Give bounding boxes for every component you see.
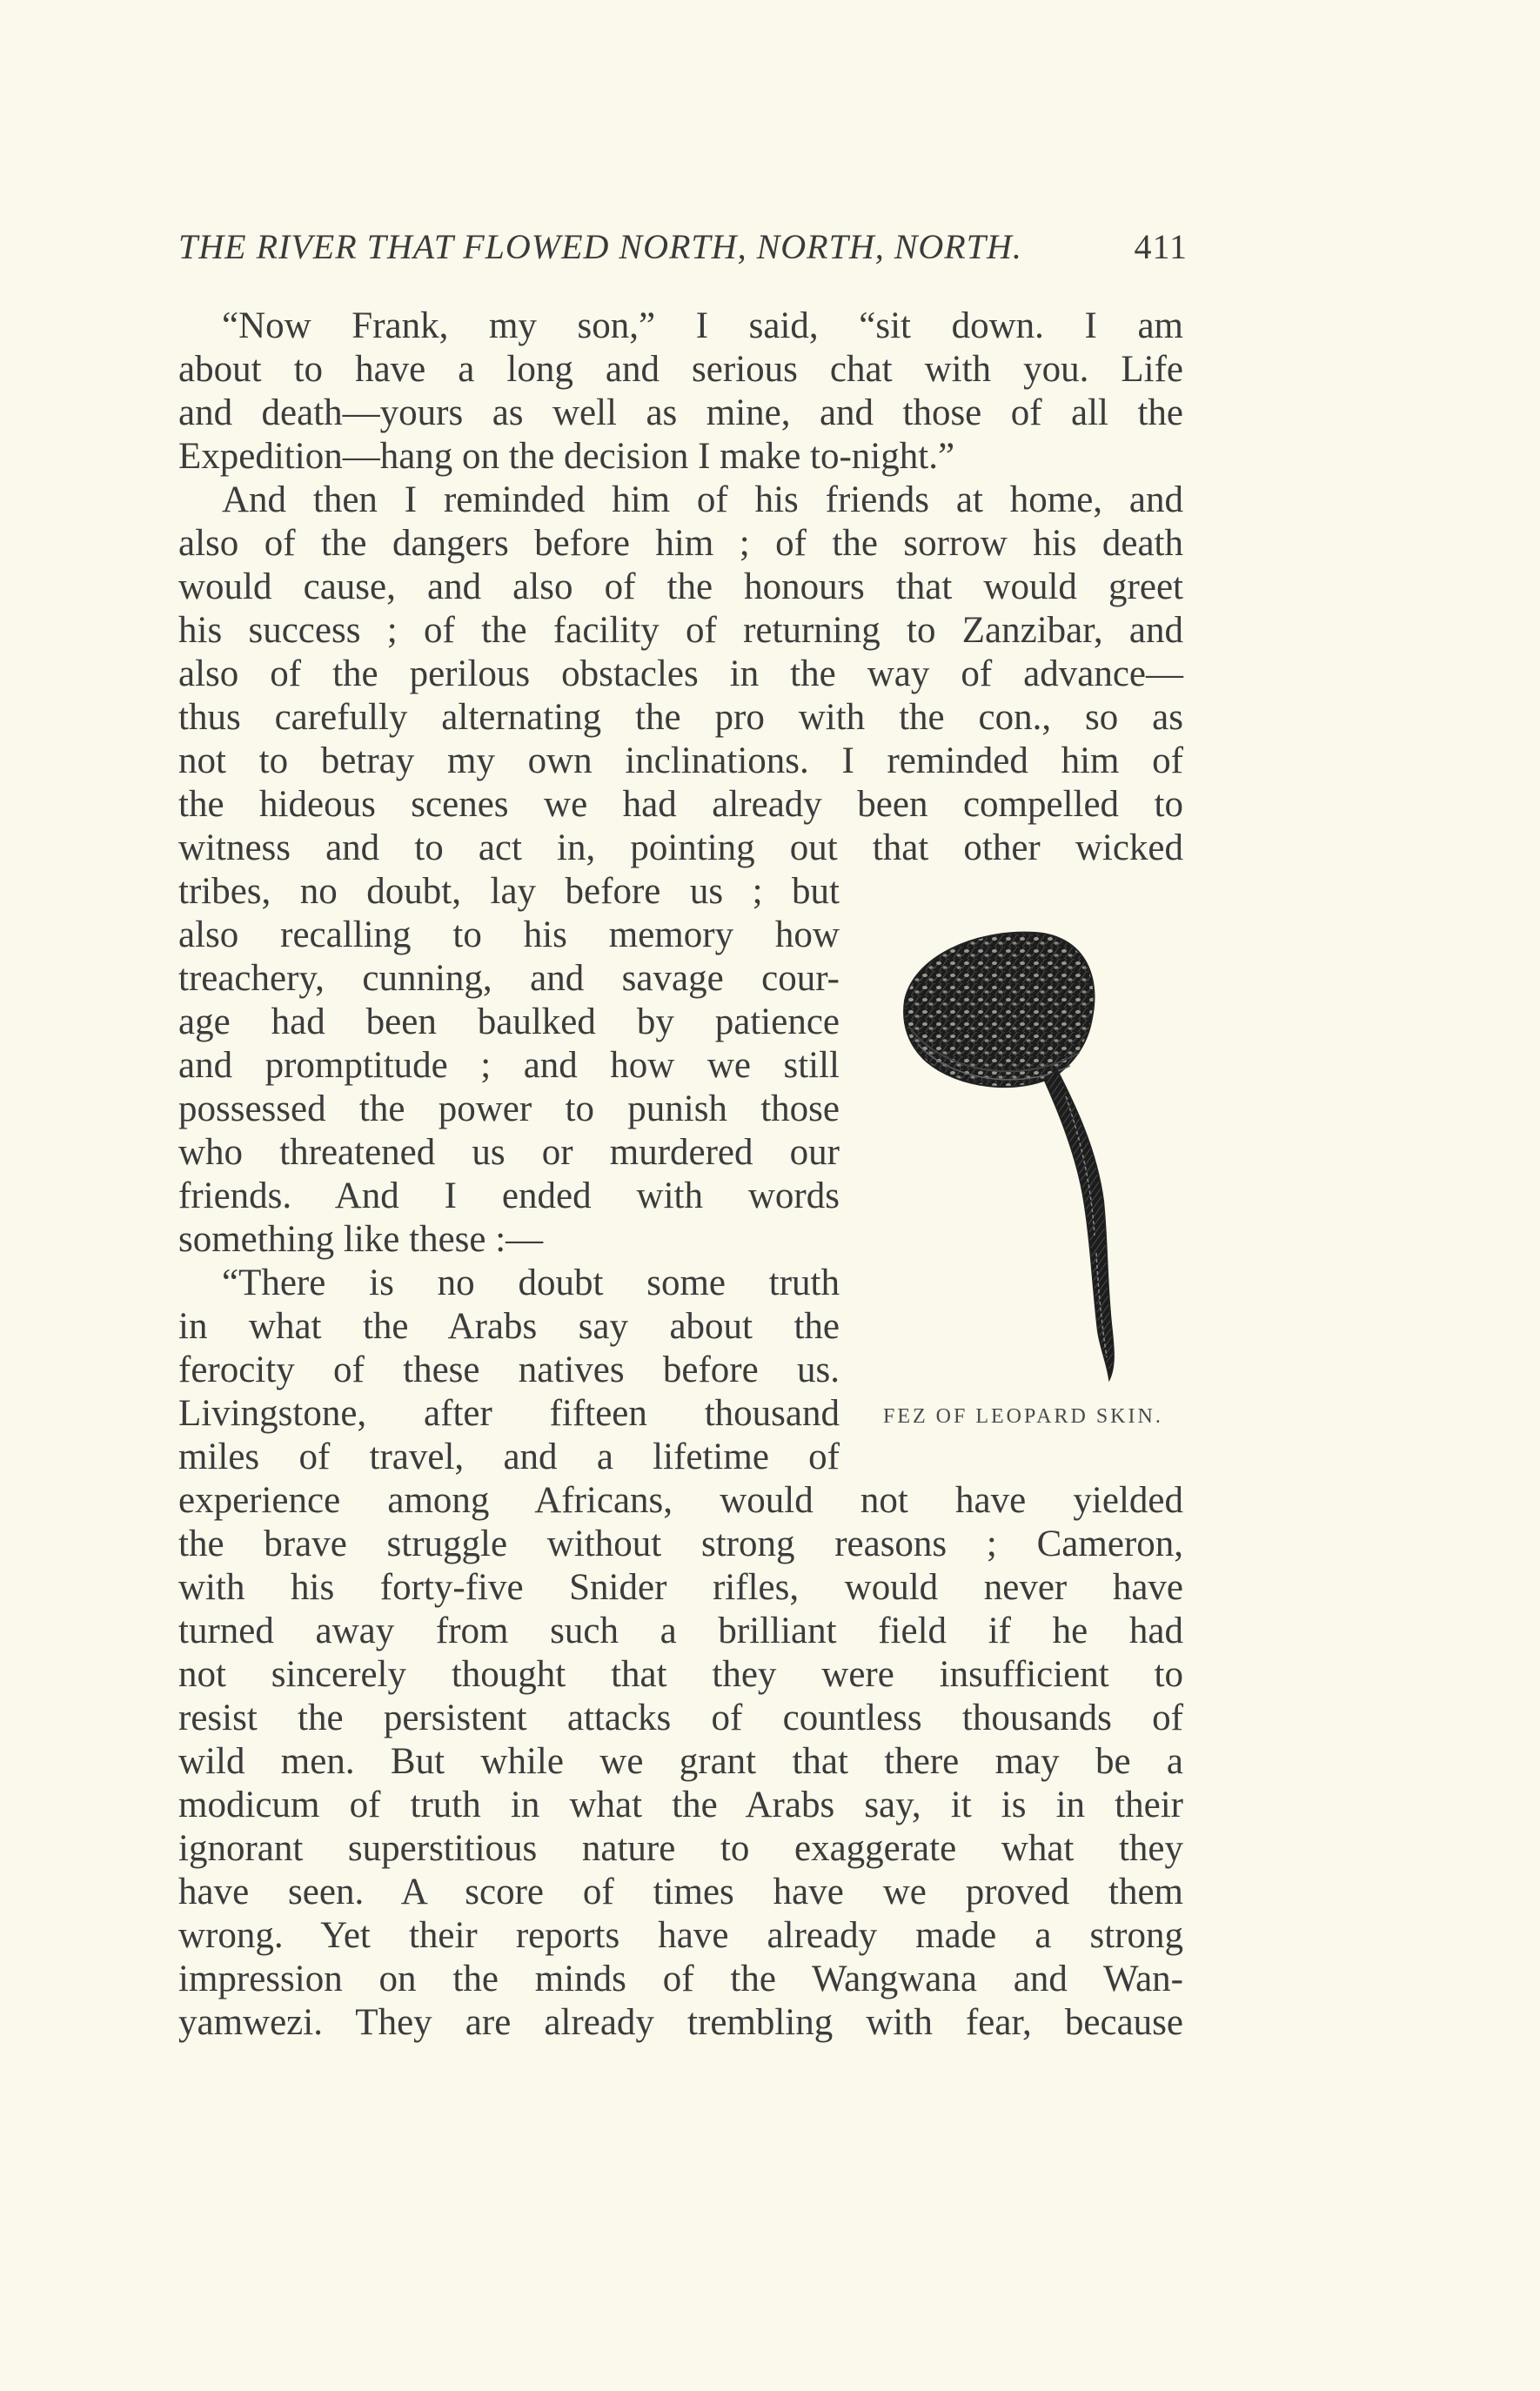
text-line: ignorant superstitious nature to exaggerate what they <box>178 1828 1183 1869</box>
text-line: also recalling to his memory how <box>178 914 840 955</box>
text-line: Livingstone, after fifteen thousand <box>178 1393 840 1434</box>
text-line: modicum of truth in what the Arabs say, it is in their <box>178 1785 1183 1825</box>
text-line: tribes, no doubt, lay before us ; but <box>178 871 840 912</box>
text-line: with his forty-five Snider rifles, would never have <box>178 1567 1183 1608</box>
text-line: his success ; of the facility of returning to Zanzibar, and <box>178 610 1183 651</box>
text-line: the brave struggle without strong reasons ; Cameron, <box>178 1524 1183 1564</box>
text-line: would cause, and also of the honours that would greet <box>178 566 1183 607</box>
page-header <box>178 226 1188 278</box>
text-line: something like these :— <box>178 1219 544 1260</box>
text-line: not sincerely thought that they were insufficient to <box>178 1654 1183 1695</box>
text-line: also of the dangers before him ; of the sorrow his death <box>178 523 1183 564</box>
text-line: and death—yours as well as mine, and those of all the <box>178 392 1183 433</box>
text-line: who threatened us or murdered our <box>178 1132 840 1173</box>
fez-illustration <box>879 922 1175 1392</box>
text-line: treachery, cunning, and savage cour- <box>178 958 840 999</box>
text-line: age had been baulked by patience <box>178 1001 840 1042</box>
text-line: and promptitude ; and how we still <box>178 1045 840 1086</box>
running-title: THE RIVER THAT FLOWED NORTH, NORTH, NORTH. <box>178 227 1022 266</box>
text-line: friends. And I ended with words <box>178 1175 840 1216</box>
text-line: resist the persistent attacks of countless thousands of <box>178 1698 1183 1738</box>
text-line: about to have a long and serious chat with you. Life <box>178 349 1183 390</box>
text-line: And then I reminded him of his friends at home, and <box>222 479 1183 520</box>
text-line: not to betray my own inclinations. I reminded him of <box>178 740 1183 781</box>
page-number: 411 <box>1134 227 1188 266</box>
text-line: have seen. A score of times have we proved them <box>178 1872 1183 1912</box>
text-line: also of the perilous obstacles in the way of advance— <box>178 653 1183 694</box>
text-line: witness and to act in, pointing out that other wicked <box>178 827 1183 868</box>
text-line: wild men. But while we grant that there may be a <box>178 1741 1183 1782</box>
figure-caption: FEZ OF LEOPARD SKIN. <box>883 1405 1163 1428</box>
text-line: impression on the minds of the Wangwana and Wan- <box>178 1959 1183 1999</box>
text-line: the hideous scenes we had already been compelled to <box>178 784 1183 825</box>
text-line: ferocity of these natives before us. <box>178 1350 840 1390</box>
text-line: turned away from such a brilliant field if he had <box>178 1611 1183 1651</box>
text-line: yamwezi. They are already trembling with fear, because <box>178 2002 1183 2043</box>
text-line: “Now Frank, my son,” I said, “sit down. I am <box>222 305 1183 346</box>
text-line: thus carefully alternating the pro with the con., so as <box>178 697 1183 738</box>
text-line: experience among Africans, would not have yielded <box>178 1480 1183 1521</box>
text-line: possessed the power to punish those <box>178 1088 840 1129</box>
text-line: in what the Arabs say about the <box>178 1306 840 1347</box>
text-line: “There is no doubt some truth <box>222 1262 840 1303</box>
text-line: miles of travel, and a lifetime of <box>178 1437 840 1477</box>
text-line: wrong. Yet their reports have already made a strong <box>178 1915 1183 1956</box>
text-line: Expedition—hang on the decision I make to-night.” <box>178 436 955 477</box>
